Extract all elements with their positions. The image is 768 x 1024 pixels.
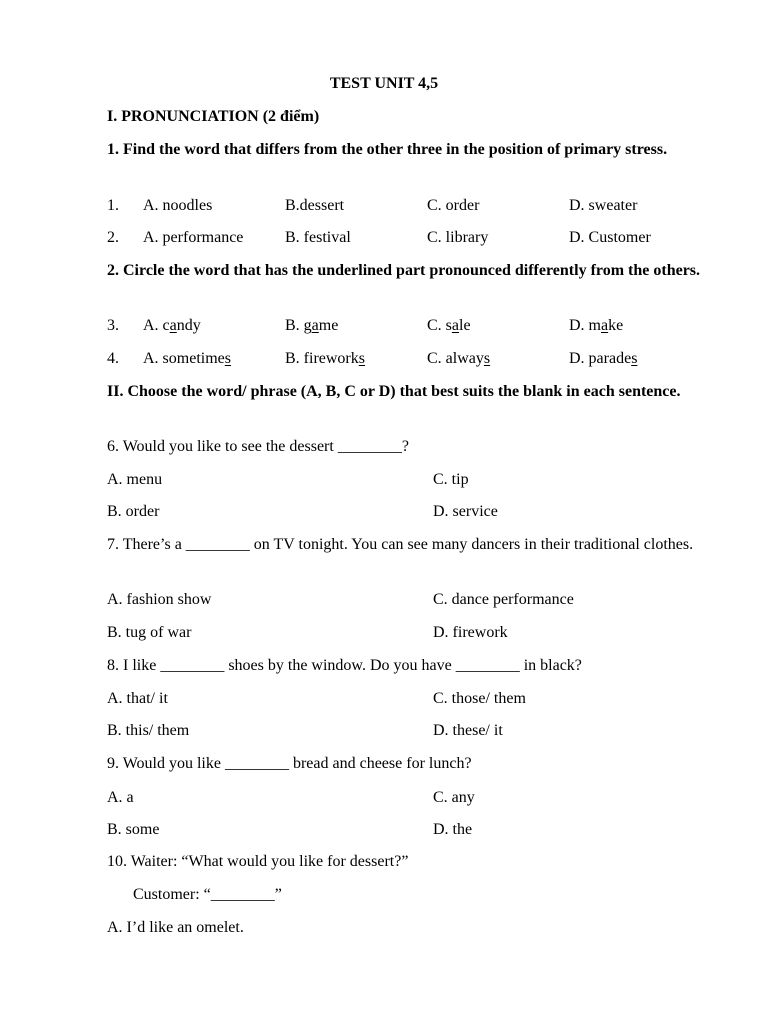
option-c: C. tip [433, 471, 469, 488]
section-heading-pronunciation: I. PRONUNCIATION (2 điểm) [107, 108, 320, 125]
question-text: 7. There’s a ________ on TV tonight. You can see many dancers in their traditional clothes. [107, 536, 694, 553]
page-title: TEST UNIT 4,5 [329, 75, 439, 92]
item-number: 1. [107, 197, 119, 214]
question-text: 8. I like ________ shoes by the window. Do you have ________ in black? [107, 657, 582, 674]
option-a: A. fashion show [107, 591, 212, 608]
option-c: C. library [427, 229, 489, 246]
option-b: B. order [107, 503, 160, 520]
option-a: A. that/ it [107, 690, 168, 707]
option-a: A. menu [107, 471, 163, 488]
option-b: B. festival [285, 229, 351, 246]
option-d: D. the [433, 821, 473, 838]
option-b: B.dessert [285, 197, 345, 214]
option-d: D. these/ it [433, 722, 503, 739]
option-c: C. any [433, 789, 475, 806]
part2-instruction: 2. Circle the word that has the underlined part pronounced differently from the others. [107, 262, 701, 279]
question-text: 9. Would you like ________ bread and cheese for lunch? [107, 755, 472, 772]
option-d: D. Customer [569, 229, 651, 246]
section-heading-vocabulary: II. Choose the word/ phrase (A, B, C or D) that best suits the blank in each sentence. [107, 383, 681, 400]
option-a: A. candy [143, 317, 201, 334]
option-c: C. sale [427, 317, 471, 334]
option-c: C. dance performance [433, 591, 574, 608]
option-d: D. parades [569, 350, 638, 367]
option-d: D. sweater [569, 197, 638, 214]
option-b: B. tug of war [107, 624, 192, 641]
option-c: C. order [427, 197, 480, 214]
option-b: B. some [107, 821, 160, 838]
option-a: A. a [107, 789, 134, 806]
option-a: A. noodles [143, 197, 213, 214]
option-d: D. make [569, 317, 624, 334]
option-a: A. performance [143, 229, 244, 246]
question-text: 10. Waiter: “What would you like for dessert?” [107, 853, 409, 870]
question-customer-line: Customer: “________” [133, 886, 282, 903]
option-c: C. those/ them [433, 690, 526, 707]
option-d: D. service [433, 503, 498, 520]
item-number: 4. [107, 350, 119, 367]
option-d: D. firework [433, 624, 508, 641]
option-a: A. sometimes [143, 350, 231, 367]
option-b: B. fireworks [285, 350, 365, 367]
item-number: 3. [107, 317, 119, 334]
option-b: B. game [285, 317, 339, 334]
part1-instruction: 1. Find the word that differs from the other three in the position of primary stress. [107, 141, 668, 158]
option-a: A. I’d like an omelet. [107, 919, 244, 936]
option-c: C. always [427, 350, 491, 367]
item-number: 2. [107, 229, 119, 246]
option-b: B. this/ them [107, 722, 190, 739]
question-text: 6. Would you like to see the dessert ________? [107, 438, 409, 455]
